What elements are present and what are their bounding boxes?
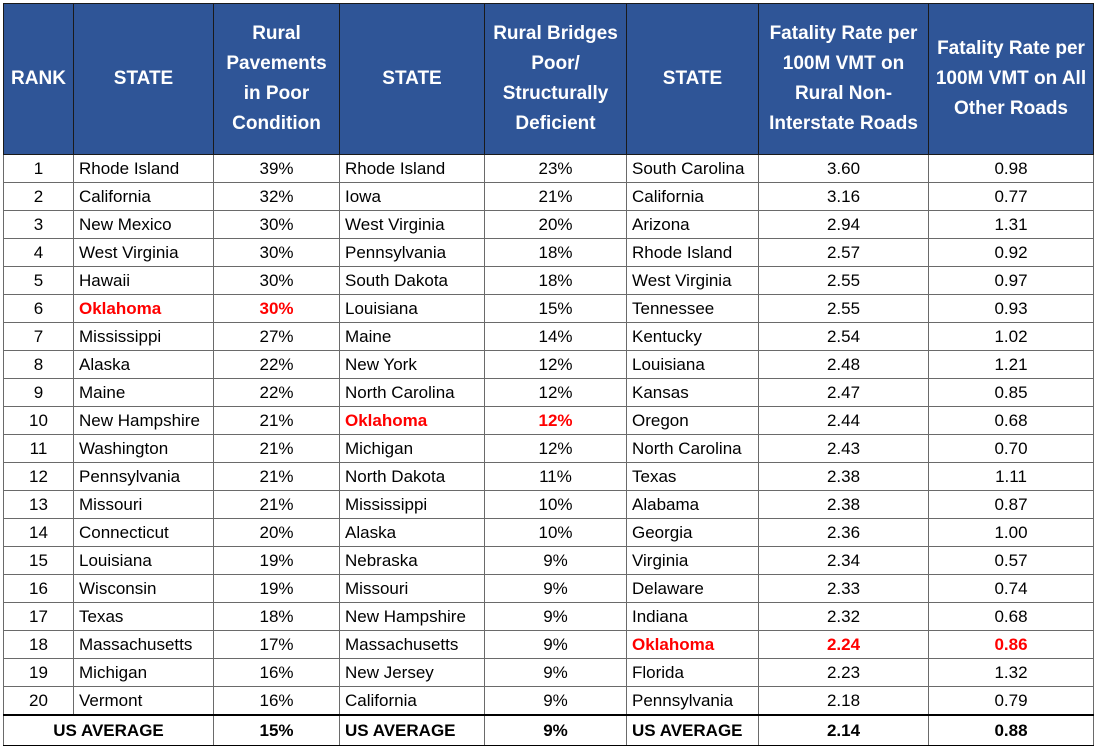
fatality-rural-cell: 2.36: [759, 519, 929, 547]
pavements-state-cell: Pennsylvania: [74, 463, 214, 491]
pavements-pct-cell: 21%: [214, 435, 340, 463]
fatality-other-cell: 1.21: [929, 351, 1094, 379]
bridges-state-cell: Oklahoma: [340, 407, 485, 435]
rank-cell: 5: [4, 267, 74, 295]
fatality-state-cell: Kansas: [627, 379, 759, 407]
pavements-state-cell: Connecticut: [74, 519, 214, 547]
header-fatality-rural: Fatality Rate per 100M VMT on Rural Non-Interstate Roads: [759, 4, 929, 155]
table-row: [4, 631, 1094, 659]
fatality-other-cell: 0.68: [929, 407, 1094, 435]
bridges-pct-cell: 18%: [485, 239, 627, 267]
pavements-state-cell: Michigan: [74, 659, 214, 687]
fatality-state-cell: Alabama: [627, 491, 759, 519]
fatality-rural-cell: 2.23: [759, 659, 929, 687]
pavements-pct-cell: 27%: [214, 323, 340, 351]
fatality-other-cell: 1.31: [929, 211, 1094, 239]
header-fatality-other: Fatality Rate per 100M VMT on All Other Roads: [929, 4, 1094, 155]
pavements-state-cell: Rhode Island: [74, 155, 214, 183]
pavements-pct-cell: 30%: [214, 211, 340, 239]
fatality-other-cell: 0.74: [929, 575, 1094, 603]
rank-cell: 12: [4, 463, 74, 491]
fatality-other-cell: 0.68: [929, 603, 1094, 631]
fatality-state-cell: Georgia: [627, 519, 759, 547]
rank-cell: 10: [4, 407, 74, 435]
header-state-bridges: STATE: [340, 4, 485, 155]
pavements-state-cell: Alaska: [74, 351, 214, 379]
fatality-other-cell: 0.70: [929, 435, 1094, 463]
rank-cell: 11: [4, 435, 74, 463]
pavements-pct-cell: 39%: [214, 155, 340, 183]
bridges-state-cell: Rhode Island: [340, 155, 485, 183]
bridges-state-cell: Iowa: [340, 183, 485, 211]
fatality-rural-cell: 2.32: [759, 603, 929, 631]
fatality-state-cell: Oklahoma: [627, 631, 759, 659]
bridges-pct-cell: 10%: [485, 491, 627, 519]
table-row: [4, 211, 1094, 239]
fatality-state-cell: Delaware: [627, 575, 759, 603]
rank-cell: 6: [4, 295, 74, 323]
table-row: [4, 407, 1094, 435]
rank-cell: 4: [4, 239, 74, 267]
fatality-other-cell: 0.92: [929, 239, 1094, 267]
avg-fatality-rural: 2.14: [759, 715, 929, 746]
rank-cell: 7: [4, 323, 74, 351]
table-row: [4, 519, 1094, 547]
bridges-state-cell: Alaska: [340, 519, 485, 547]
bridges-state-cell: Michigan: [340, 435, 485, 463]
bridges-state-cell: South Dakota: [340, 267, 485, 295]
pavements-state-cell: Louisiana: [74, 547, 214, 575]
bridges-state-cell: Pennsylvania: [340, 239, 485, 267]
pavements-pct-cell: 17%: [214, 631, 340, 659]
bridges-pct-cell: 10%: [485, 519, 627, 547]
rank-cell: 16: [4, 575, 74, 603]
fatality-other-cell: 0.86: [929, 631, 1094, 659]
fatality-state-cell: Texas: [627, 463, 759, 491]
us-average-row: [4, 715, 1094, 746]
fatality-rural-cell: 2.38: [759, 463, 929, 491]
fatality-rural-cell: 3.60: [759, 155, 929, 183]
fatality-other-cell: 0.77: [929, 183, 1094, 211]
fatality-rural-cell: 2.44: [759, 407, 929, 435]
table-row: [4, 183, 1094, 211]
pavements-state-cell: Massachusetts: [74, 631, 214, 659]
fatality-rural-cell: 2.43: [759, 435, 929, 463]
fatality-state-cell: Pennsylvania: [627, 687, 759, 716]
bridges-pct-cell: 9%: [485, 687, 627, 716]
table-row: [4, 659, 1094, 687]
fatality-other-cell: 0.79: [929, 687, 1094, 716]
pavements-pct-cell: 20%: [214, 519, 340, 547]
fatality-state-cell: North Carolina: [627, 435, 759, 463]
rank-cell: 20: [4, 687, 74, 716]
bridges-pct-cell: 12%: [485, 379, 627, 407]
bridges-pct-cell: 21%: [485, 183, 627, 211]
bridges-pct-cell: 12%: [485, 435, 627, 463]
bridges-state-cell: Massachusetts: [340, 631, 485, 659]
pavements-state-cell: New Hampshire: [74, 407, 214, 435]
pavements-pct-cell: 30%: [214, 267, 340, 295]
header-rural-pavements: Rural Pavements in Poor Condition: [214, 4, 340, 155]
header-state-pavements: STATE: [74, 4, 214, 155]
pavements-state-cell: Maine: [74, 379, 214, 407]
bridges-pct-cell: 18%: [485, 267, 627, 295]
fatality-rural-cell: 2.38: [759, 491, 929, 519]
pavements-pct-cell: 18%: [214, 603, 340, 631]
fatality-rural-cell: 2.18: [759, 687, 929, 716]
fatality-state-cell: Arizona: [627, 211, 759, 239]
bridges-state-cell: Louisiana: [340, 295, 485, 323]
fatality-rural-cell: 2.33: [759, 575, 929, 603]
fatality-other-cell: 0.87: [929, 491, 1094, 519]
bridges-state-cell: North Carolina: [340, 379, 485, 407]
avg-label-bridges: US AVERAGE: [340, 715, 485, 746]
bridges-pct-cell: 9%: [485, 603, 627, 631]
rank-cell: 3: [4, 211, 74, 239]
bridges-pct-cell: 12%: [485, 351, 627, 379]
table-row: [4, 435, 1094, 463]
fatality-other-cell: 0.93: [929, 295, 1094, 323]
table-row: [4, 491, 1094, 519]
table-row: [4, 463, 1094, 491]
fatality-rural-cell: 2.55: [759, 295, 929, 323]
fatality-rural-cell: 2.54: [759, 323, 929, 351]
fatality-other-cell: 1.00: [929, 519, 1094, 547]
fatality-rural-cell: 2.47: [759, 379, 929, 407]
bridges-pct-cell: 15%: [485, 295, 627, 323]
rank-cell: 9: [4, 379, 74, 407]
table-row: [4, 547, 1094, 575]
bridges-state-cell: Maine: [340, 323, 485, 351]
header-rank: RANK: [4, 4, 74, 155]
pavements-state-cell: Oklahoma: [74, 295, 214, 323]
bridges-pct-cell: 11%: [485, 463, 627, 491]
header-state-fatality: STATE: [627, 4, 759, 155]
fatality-state-cell: South Carolina: [627, 155, 759, 183]
fatality-state-cell: Louisiana: [627, 351, 759, 379]
pavements-pct-cell: 21%: [214, 463, 340, 491]
bridges-pct-cell: 23%: [485, 155, 627, 183]
bridges-state-cell: New Jersey: [340, 659, 485, 687]
bridges-state-cell: North Dakota: [340, 463, 485, 491]
fatality-rural-cell: 2.24: [759, 631, 929, 659]
bridges-state-cell: Mississippi: [340, 491, 485, 519]
avg-fatality-other: 0.88: [929, 715, 1094, 746]
avg-bridges-pct: 9%: [485, 715, 627, 746]
rank-cell: 19: [4, 659, 74, 687]
fatality-state-cell: Rhode Island: [627, 239, 759, 267]
pavements-pct-cell: 22%: [214, 379, 340, 407]
pavements-pct-cell: 22%: [214, 351, 340, 379]
pavements-state-cell: Missouri: [74, 491, 214, 519]
pavements-pct-cell: 21%: [214, 491, 340, 519]
table-row: [4, 239, 1094, 267]
pavements-pct-cell: 19%: [214, 547, 340, 575]
bridges-state-cell: Missouri: [340, 575, 485, 603]
rank-cell: 15: [4, 547, 74, 575]
fatality-rural-cell: 3.16: [759, 183, 929, 211]
bridges-pct-cell: 14%: [485, 323, 627, 351]
pavements-state-cell: Washington: [74, 435, 214, 463]
table-row: [4, 379, 1094, 407]
pavements-state-cell: Wisconsin: [74, 575, 214, 603]
rank-cell: 8: [4, 351, 74, 379]
pavements-pct-cell: 16%: [214, 687, 340, 716]
fatality-state-cell: Virginia: [627, 547, 759, 575]
pavements-pct-cell: 19%: [214, 575, 340, 603]
fatality-other-cell: 1.32: [929, 659, 1094, 687]
bridges-state-cell: New York: [340, 351, 485, 379]
fatality-other-cell: 1.11: [929, 463, 1094, 491]
rank-cell: 14: [4, 519, 74, 547]
bridges-state-cell: Nebraska: [340, 547, 485, 575]
bridges-pct-cell: 9%: [485, 631, 627, 659]
bridges-state-cell: New Hampshire: [340, 603, 485, 631]
table-row: [4, 687, 1094, 716]
rank-cell: 2: [4, 183, 74, 211]
pavements-pct-cell: 30%: [214, 239, 340, 267]
pavements-state-cell: Mississippi: [74, 323, 214, 351]
pavements-pct-cell: 21%: [214, 407, 340, 435]
avg-label-fatality: US AVERAGE: [627, 715, 759, 746]
bridges-state-cell: West Virginia: [340, 211, 485, 239]
avg-pavements-pct: 15%: [214, 715, 340, 746]
fatality-rural-cell: 2.48: [759, 351, 929, 379]
pavements-pct-cell: 16%: [214, 659, 340, 687]
pavements-state-cell: West Virginia: [74, 239, 214, 267]
pavements-state-cell: Texas: [74, 603, 214, 631]
fatality-state-cell: Florida: [627, 659, 759, 687]
table-row: [4, 295, 1094, 323]
table-row: [4, 267, 1094, 295]
rank-cell: 13: [4, 491, 74, 519]
fatality-state-cell: California: [627, 183, 759, 211]
bridges-pct-cell: 20%: [485, 211, 627, 239]
pavements-state-cell: New Mexico: [74, 211, 214, 239]
bridges-pct-cell: 12%: [485, 407, 627, 435]
fatality-state-cell: Kentucky: [627, 323, 759, 351]
rank-cell: 18: [4, 631, 74, 659]
fatality-other-cell: 0.85: [929, 379, 1094, 407]
fatality-rural-cell: 2.57: [759, 239, 929, 267]
fatality-state-cell: Tennessee: [627, 295, 759, 323]
table-row: [4, 603, 1094, 631]
pavements-state-cell: California: [74, 183, 214, 211]
table-body: [4, 155, 1094, 716]
bridges-state-cell: California: [340, 687, 485, 716]
fatality-other-cell: 0.98: [929, 155, 1094, 183]
fatality-state-cell: Indiana: [627, 603, 759, 631]
bridges-pct-cell: 9%: [485, 659, 627, 687]
header-row: [4, 4, 1094, 155]
pavements-state-cell: Vermont: [74, 687, 214, 716]
fatality-other-cell: 0.57: [929, 547, 1094, 575]
table-row: [4, 323, 1094, 351]
pavements-pct-cell: 30%: [214, 295, 340, 323]
pavements-pct-cell: 32%: [214, 183, 340, 211]
header-rural-bridges: Rural Bridges Poor/ Structurally Deficient: [485, 4, 627, 155]
table-row: [4, 575, 1094, 603]
rankings-table: [3, 3, 1094, 746]
avg-label-pavements: US AVERAGE: [4, 715, 214, 746]
bridges-pct-cell: 9%: [485, 547, 627, 575]
rank-cell: 1: [4, 155, 74, 183]
table-row: [4, 155, 1094, 183]
fatality-state-cell: Oregon: [627, 407, 759, 435]
fatality-state-cell: West Virginia: [627, 267, 759, 295]
bridges-pct-cell: 9%: [485, 575, 627, 603]
fatality-rural-cell: 2.94: [759, 211, 929, 239]
fatality-other-cell: 1.02: [929, 323, 1094, 351]
fatality-rural-cell: 2.55: [759, 267, 929, 295]
table-row: [4, 351, 1094, 379]
fatality-other-cell: 0.97: [929, 267, 1094, 295]
pavements-state-cell: Hawaii: [74, 267, 214, 295]
fatality-rural-cell: 2.34: [759, 547, 929, 575]
rank-cell: 17: [4, 603, 74, 631]
